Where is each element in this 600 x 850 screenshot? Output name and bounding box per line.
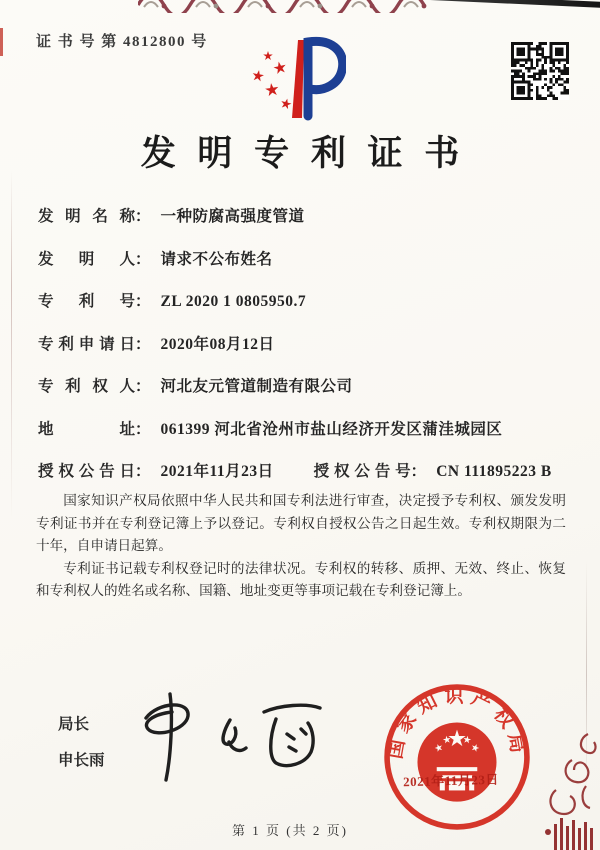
cnipa-patent-logo-icon	[246, 34, 346, 124]
field-row-patent-number	[38, 289, 578, 314]
page-fold-line-left	[11, 170, 12, 520]
director-block	[58, 712, 105, 770]
page-title: 发明专利证书	[140, 134, 481, 173]
field-value: 2021年11月23日	[160, 463, 274, 480]
field-label: 发明名称	[38, 208, 135, 225]
field-row-grant	[38, 459, 578, 484]
field-label: 专利申请日	[38, 335, 135, 353]
top-border-ornament	[138, 0, 438, 13]
legal-paragraph-1: 国家知识产权局依照中华人民共和国专利法进行审查，决定授予专利权、颁发发明专利证书并在专利登记簿上予以登记。专利权自授权公告之日起生效。专利权期限为二十年，自申请日起算。	[36, 493, 566, 554]
field-value: 河北友元管道制造有限公司	[160, 378, 353, 395]
seal-agency-text: 国家知识产权局	[385, 686, 529, 761]
field-row-inventor	[38, 247, 578, 272]
seal-date: 2021年11月23日	[402, 771, 500, 790]
corner-ornament	[528, 720, 600, 850]
field-row-filing-date	[38, 332, 578, 357]
field-label: 授权公告日	[38, 463, 135, 480]
field-value: ZL 2020 1 0805950.7	[160, 293, 307, 310]
colon: ：	[135, 463, 151, 480]
field-value: 2020年08月12日	[160, 335, 275, 353]
colon: ：	[135, 335, 151, 353]
field-value: 请求不公布姓名	[160, 250, 273, 268]
colon: ：	[135, 293, 151, 310]
colon: ：	[135, 250, 151, 268]
grant-number	[314, 459, 552, 484]
top-right-edge-line	[428, 0, 600, 8]
legal-paragraph-2: 专利证书记载专利权登记时的法律状况。专利权的转移、质押、无效、终止、恢复和专利权人的姓名或名称、国籍、地址变更等事项记载在专利登记簿上。	[36, 560, 566, 599]
director-signature	[118, 686, 348, 786]
qr-code	[511, 42, 569, 100]
colon: ：	[135, 208, 151, 225]
colon: ：	[410, 463, 427, 480]
field-value: 061399 河北省沧州市盐山经济开发区蒲洼城园区	[160, 420, 503, 438]
field-row-address	[38, 417, 578, 442]
legal-text	[36, 490, 566, 603]
field-row-invention-name	[38, 204, 578, 229]
field-label: 专利权人	[38, 378, 135, 395]
field-label: 专利号	[38, 293, 135, 310]
field-label: 地址	[38, 420, 135, 438]
national-emblem-icon	[417, 723, 496, 802]
grant-date	[38, 459, 274, 484]
field-value: CN 111895223 B	[436, 463, 552, 480]
colon: ：	[135, 420, 151, 438]
field-label: 发明人	[38, 250, 135, 268]
field-label: 授权公告号	[313, 463, 411, 480]
director-name: 申长雨	[58, 752, 105, 769]
field-list	[38, 204, 578, 502]
director-title: 局长	[58, 716, 90, 733]
field-value: 一种防腐高强度管道	[160, 208, 305, 225]
left-edge-ornament	[0, 28, 3, 56]
certificate-number: 证 书 号 第 4812800 号	[36, 34, 208, 50]
official-seal	[381, 681, 533, 833]
page-number: 第 1 页 (共 2 页)	[232, 823, 348, 838]
colon: ：	[135, 378, 151, 395]
field-row-patentee	[38, 374, 578, 399]
